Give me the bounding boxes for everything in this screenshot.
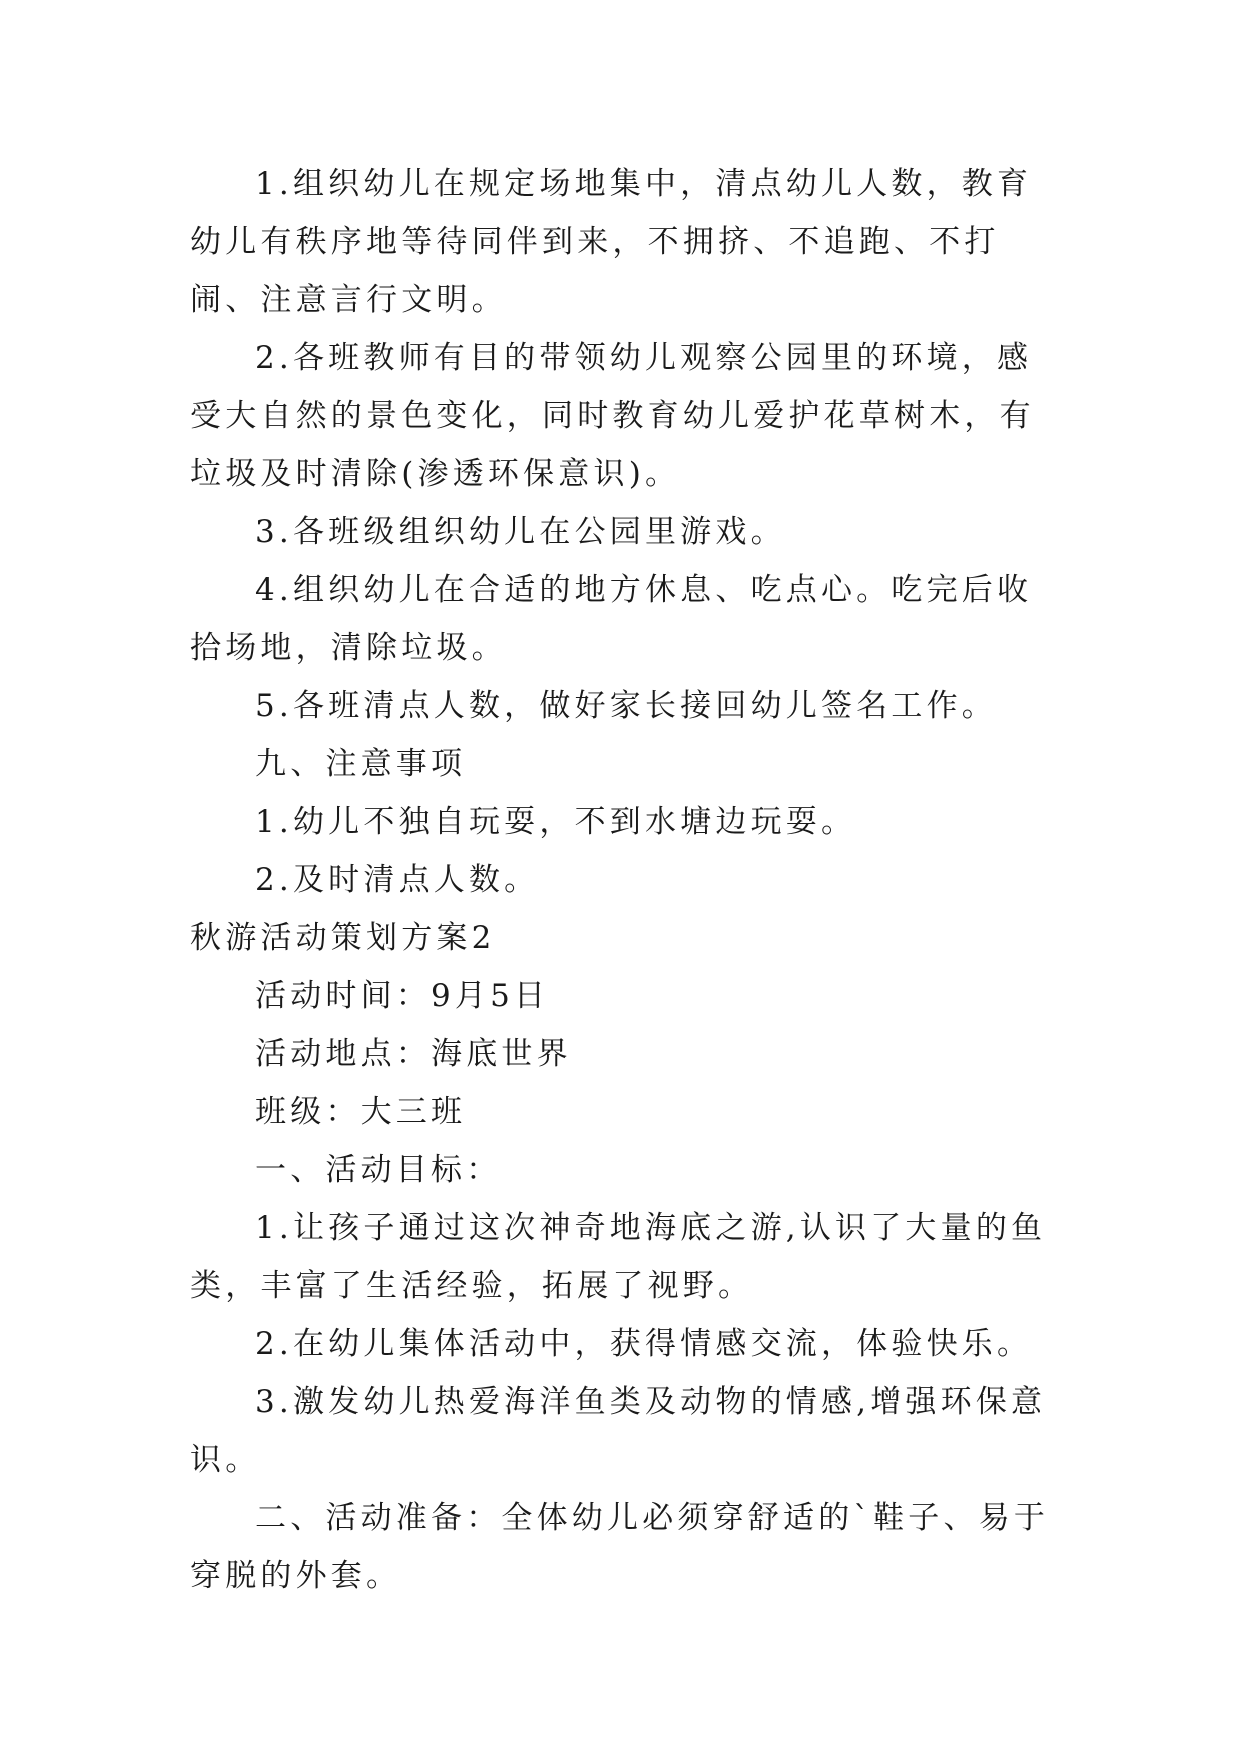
paragraph-step-3: 3.各班级组织幼儿在公园里游戏。 (255, 514, 786, 550)
document-title: 秋游活动策划方案2 (190, 920, 496, 956)
section-heading-goals: 一、活动目标： (255, 1152, 502, 1188)
paragraph-goal-1: 1.让孩子通过这次神奇地海底之游,认识了大量的鱼类，丰富了生活经验，拓展了视野。 (190, 1210, 1047, 1304)
paragraph-note-1: 1.幼儿不独自玩耍，不到水塘边玩耍。 (255, 804, 857, 840)
section-preparation: 二、活动准备：全体幼儿必须穿舒适的`鞋子、易于穿脱的外套。 (190, 1500, 1050, 1594)
paragraph-step-4: 4.组织幼儿在合适的地方休息、吃点心。吃完后收拾场地，清除垃圾。 (190, 572, 1033, 666)
paragraph-step-5: 5.各班清点人数，做好家长接回幼儿签名工作。 (255, 688, 997, 724)
paragraph-goal-2: 2.在幼儿集体活动中，获得情感交流，体验快乐。 (255, 1326, 1033, 1362)
paragraph-note-2: 2.及时清点人数。 (255, 862, 540, 898)
activity-time: 活动时间：9月5日 (255, 978, 550, 1014)
paragraph-step-2: 2.各班教师有目的带领幼儿观察公园里的环境，感受大自然的景色变化，同时教育幼儿爱护花草树木，有垃圾及时清除(渗透环保意识)。 (190, 340, 1035, 492)
paragraph-step-1: 1.组织幼儿在规定场地集中，清点幼儿人数，教育幼儿有秩序地等待同伴到来，不拥挤、不追跑、不打闹、注意言行文明。 (190, 166, 1033, 318)
paragraph-goal-3: 3.激发幼儿热爱海洋鱼类及动物的情感,增强环保意识。 (190, 1384, 1047, 1478)
activity-location: 活动地点：海底世界 (255, 1036, 572, 1072)
section-heading-notes: 九、注意事项 (255, 746, 467, 782)
class-name: 班级：大三班 (255, 1094, 467, 1130)
document-page (190, 155, 1060, 1605)
